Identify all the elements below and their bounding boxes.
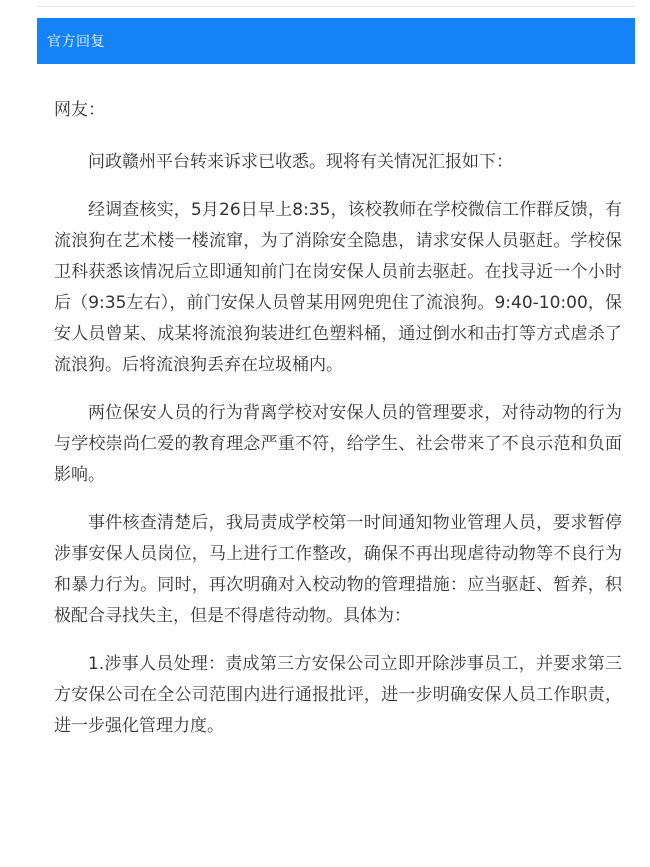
reply-paragraph-investigation: 经调查核实，5月26日早上8:35，该校教师在学校微信工作群反馈，有流浪狗在艺术楼一楼流窜，为了消除安全隐患，请求安保人员驱赶。学校保卫科获悉该情况后立即通知前门在岗安保人员前去驱赶。在找寻近一个小时后（9:35左右），前门安保人员曾某用网兜兜住了流浪狗。9:40-10:00，保安人员曾某、成某将流浪狗装进红色塑料桶，通过倒水和击打等方式虐杀了流浪狗。后将流浪狗丢弃在垃圾桶内。 — [54, 200, 622, 375]
reply-content — [54, 95, 622, 759]
official-reply-header — [37, 18, 635, 64]
top-divider — [37, 6, 635, 7]
reply-paragraph-assessment: 两位保安人员的行为背离学校对安保人员的管理要求，对待动物的行为与学校崇尚仁爱的教育理念严重不符，给学生、社会带来了不良示范和负面影响。 — [54, 403, 622, 485]
reply-paragraph-measures: 事件核查清楚后，我局责成学校第一时间通知物业管理人员，要求暂停涉事安保人员岗位，马上进行工作整改，确保不再出现虐待动物等不良行为和暴力行为。同时，再次明确对入校动物的管理措施：应当驱赶、暂养，积极配合寻找失主，但是不得虐待动物。具体为： — [54, 513, 622, 626]
reply-greeting: 网友： — [54, 100, 105, 120]
reply-paragraph-intro: 问政赣州平台转来诉求已收悉。现将有关情况汇报如下： — [88, 152, 513, 172]
header-title: 官方回复 — [47, 34, 105, 50]
reply-paragraph-personnel-handling: 1.涉事人员处理：责成第三方安保公司立即开除涉事员工，并要求第三方安保公司在全公司范围内进行通报批评，进一步明确安保人员工作职责，进一步强化管理力度。 — [54, 654, 622, 736]
